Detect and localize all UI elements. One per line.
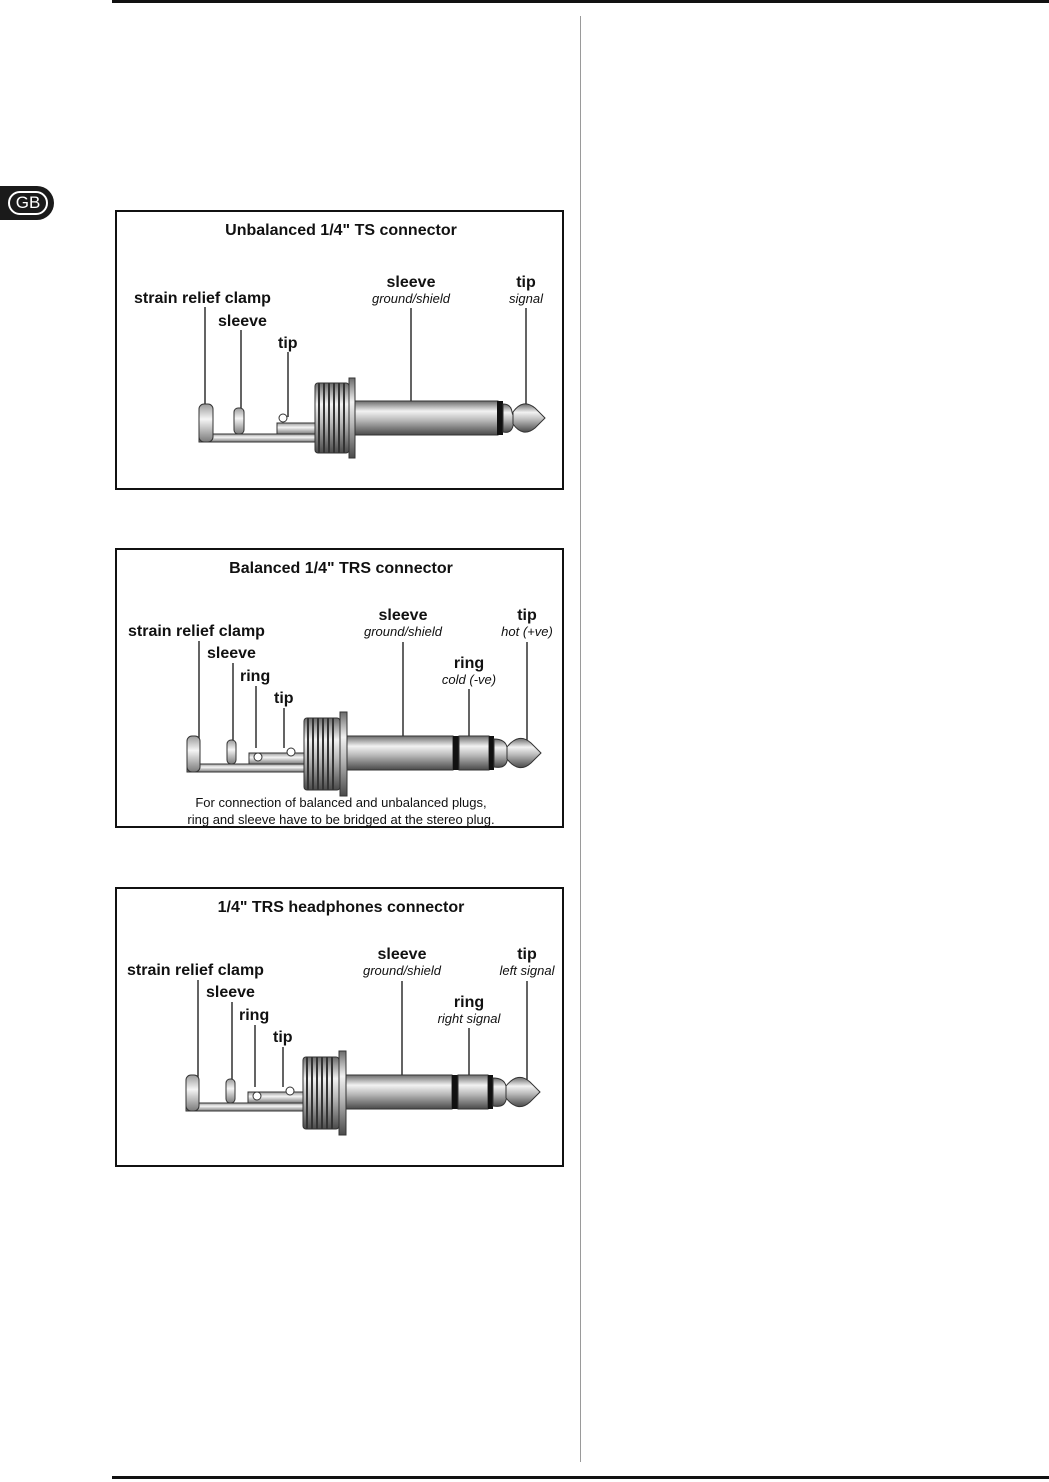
inner-tip-label: tip [274, 690, 294, 707]
sleeve-label: sleeve [378, 607, 428, 624]
ring-description: right signal [437, 1011, 501, 1026]
strain-relief-clamp-label: strain relief clamp [128, 623, 265, 640]
strain-relief-clamp-label: strain relief clamp [134, 290, 271, 307]
ts-connector-diagram [115, 210, 564, 490]
page-top-rule [112, 0, 1049, 3]
inner-ring-label: ring [239, 1007, 270, 1024]
ring-description: cold (-ve) [441, 672, 497, 687]
page-bottom-rule [112, 1476, 1049, 1479]
tip-label: tip [517, 946, 537, 963]
trs-jack-illustration [187, 712, 541, 796]
diagram-title: 1/4" TRS headphones connector [217, 899, 465, 916]
tip-description: hot (+ve) [501, 624, 553, 639]
ts-jack-illustration [199, 378, 545, 458]
sleeve-label: sleeve [386, 274, 436, 291]
diagram-title: Unbalanced 1/4" TS connector [225, 222, 457, 239]
tip-label: tip [517, 607, 537, 624]
inner-sleeve-label: sleeve [207, 645, 256, 662]
inner-sleeve-label: sleeve [218, 313, 267, 330]
sleeve-description: ground/shield [371, 291, 451, 306]
bridging-note-line-1: For connection of balanced and unbalanced plugs, [195, 795, 487, 810]
diagram-title: Balanced 1/4" TRS connector [229, 560, 453, 577]
ring-label: ring [453, 655, 485, 672]
inner-tip-label: tip [278, 335, 298, 352]
bridging-note-line-2: ring and sleeve have to be bridged at the stereo plug. [187, 812, 495, 827]
trs-headphones-connector-diagram [115, 887, 564, 1167]
language-badge: GB [8, 191, 48, 215]
column-divider [580, 16, 581, 1462]
inner-tip-label: tip [273, 1029, 293, 1046]
sleeve-description: ground/shield [363, 624, 443, 639]
tip-description: signal [509, 291, 543, 306]
strain-relief-clamp-label: strain relief clamp [127, 962, 264, 979]
inner-ring-label: ring [240, 668, 271, 685]
tip-label: tip [516, 274, 536, 291]
language-tab [0, 186, 54, 220]
ring-label: ring [453, 994, 485, 1011]
sleeve-description: ground/shield [362, 963, 442, 978]
inner-sleeve-label: sleeve [206, 984, 255, 1001]
trs-jack-illustration [186, 1051, 540, 1135]
sleeve-label: sleeve [377, 946, 427, 963]
trs-balanced-connector-diagram [115, 548, 564, 828]
tip-description: left signal [499, 963, 555, 978]
